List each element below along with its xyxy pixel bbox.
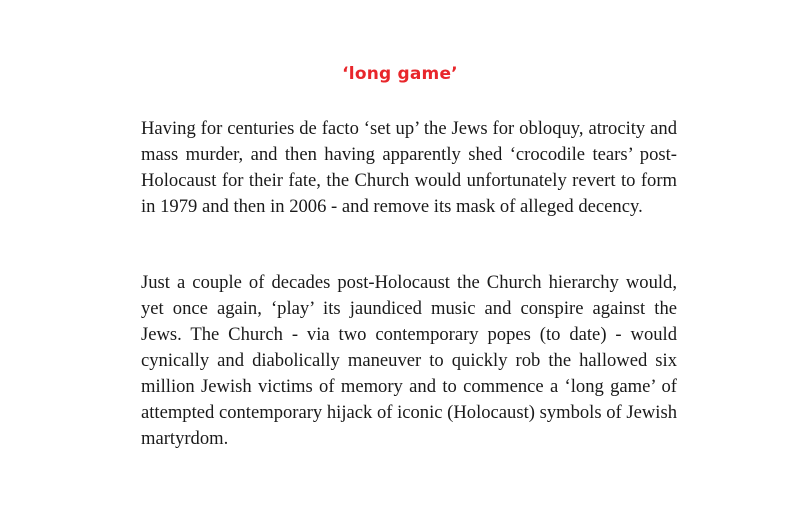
body-paragraph-1: Having for centuries de facto ‘set up’ the Jews for obloquy, atrocity and mass murder, and then having apparently shed ‘crocodile tears’ post-Holocaust for their fate, the Church would unfortunately revert to form in 1979 and then in 2006 - and remove its mask of alleged decency.	[141, 118, 677, 217]
page-title: ‘long game’	[342, 64, 458, 84]
body-paragraph-2: Just a couple of decades post-Holocaust the Church hierarchy would, yet once again, ‘play’ its jaundiced music and conspire against the Jews. The Church - via two contemporary popes (to date) - would cynically and diabolically maneuver to quickly rob the hallowed six million Jewish victims of memory and to commence a ‘long game’ of attempted contemporary hijack of iconic (Holocaust) symbols of Jewish martyrdom.	[141, 272, 677, 449]
